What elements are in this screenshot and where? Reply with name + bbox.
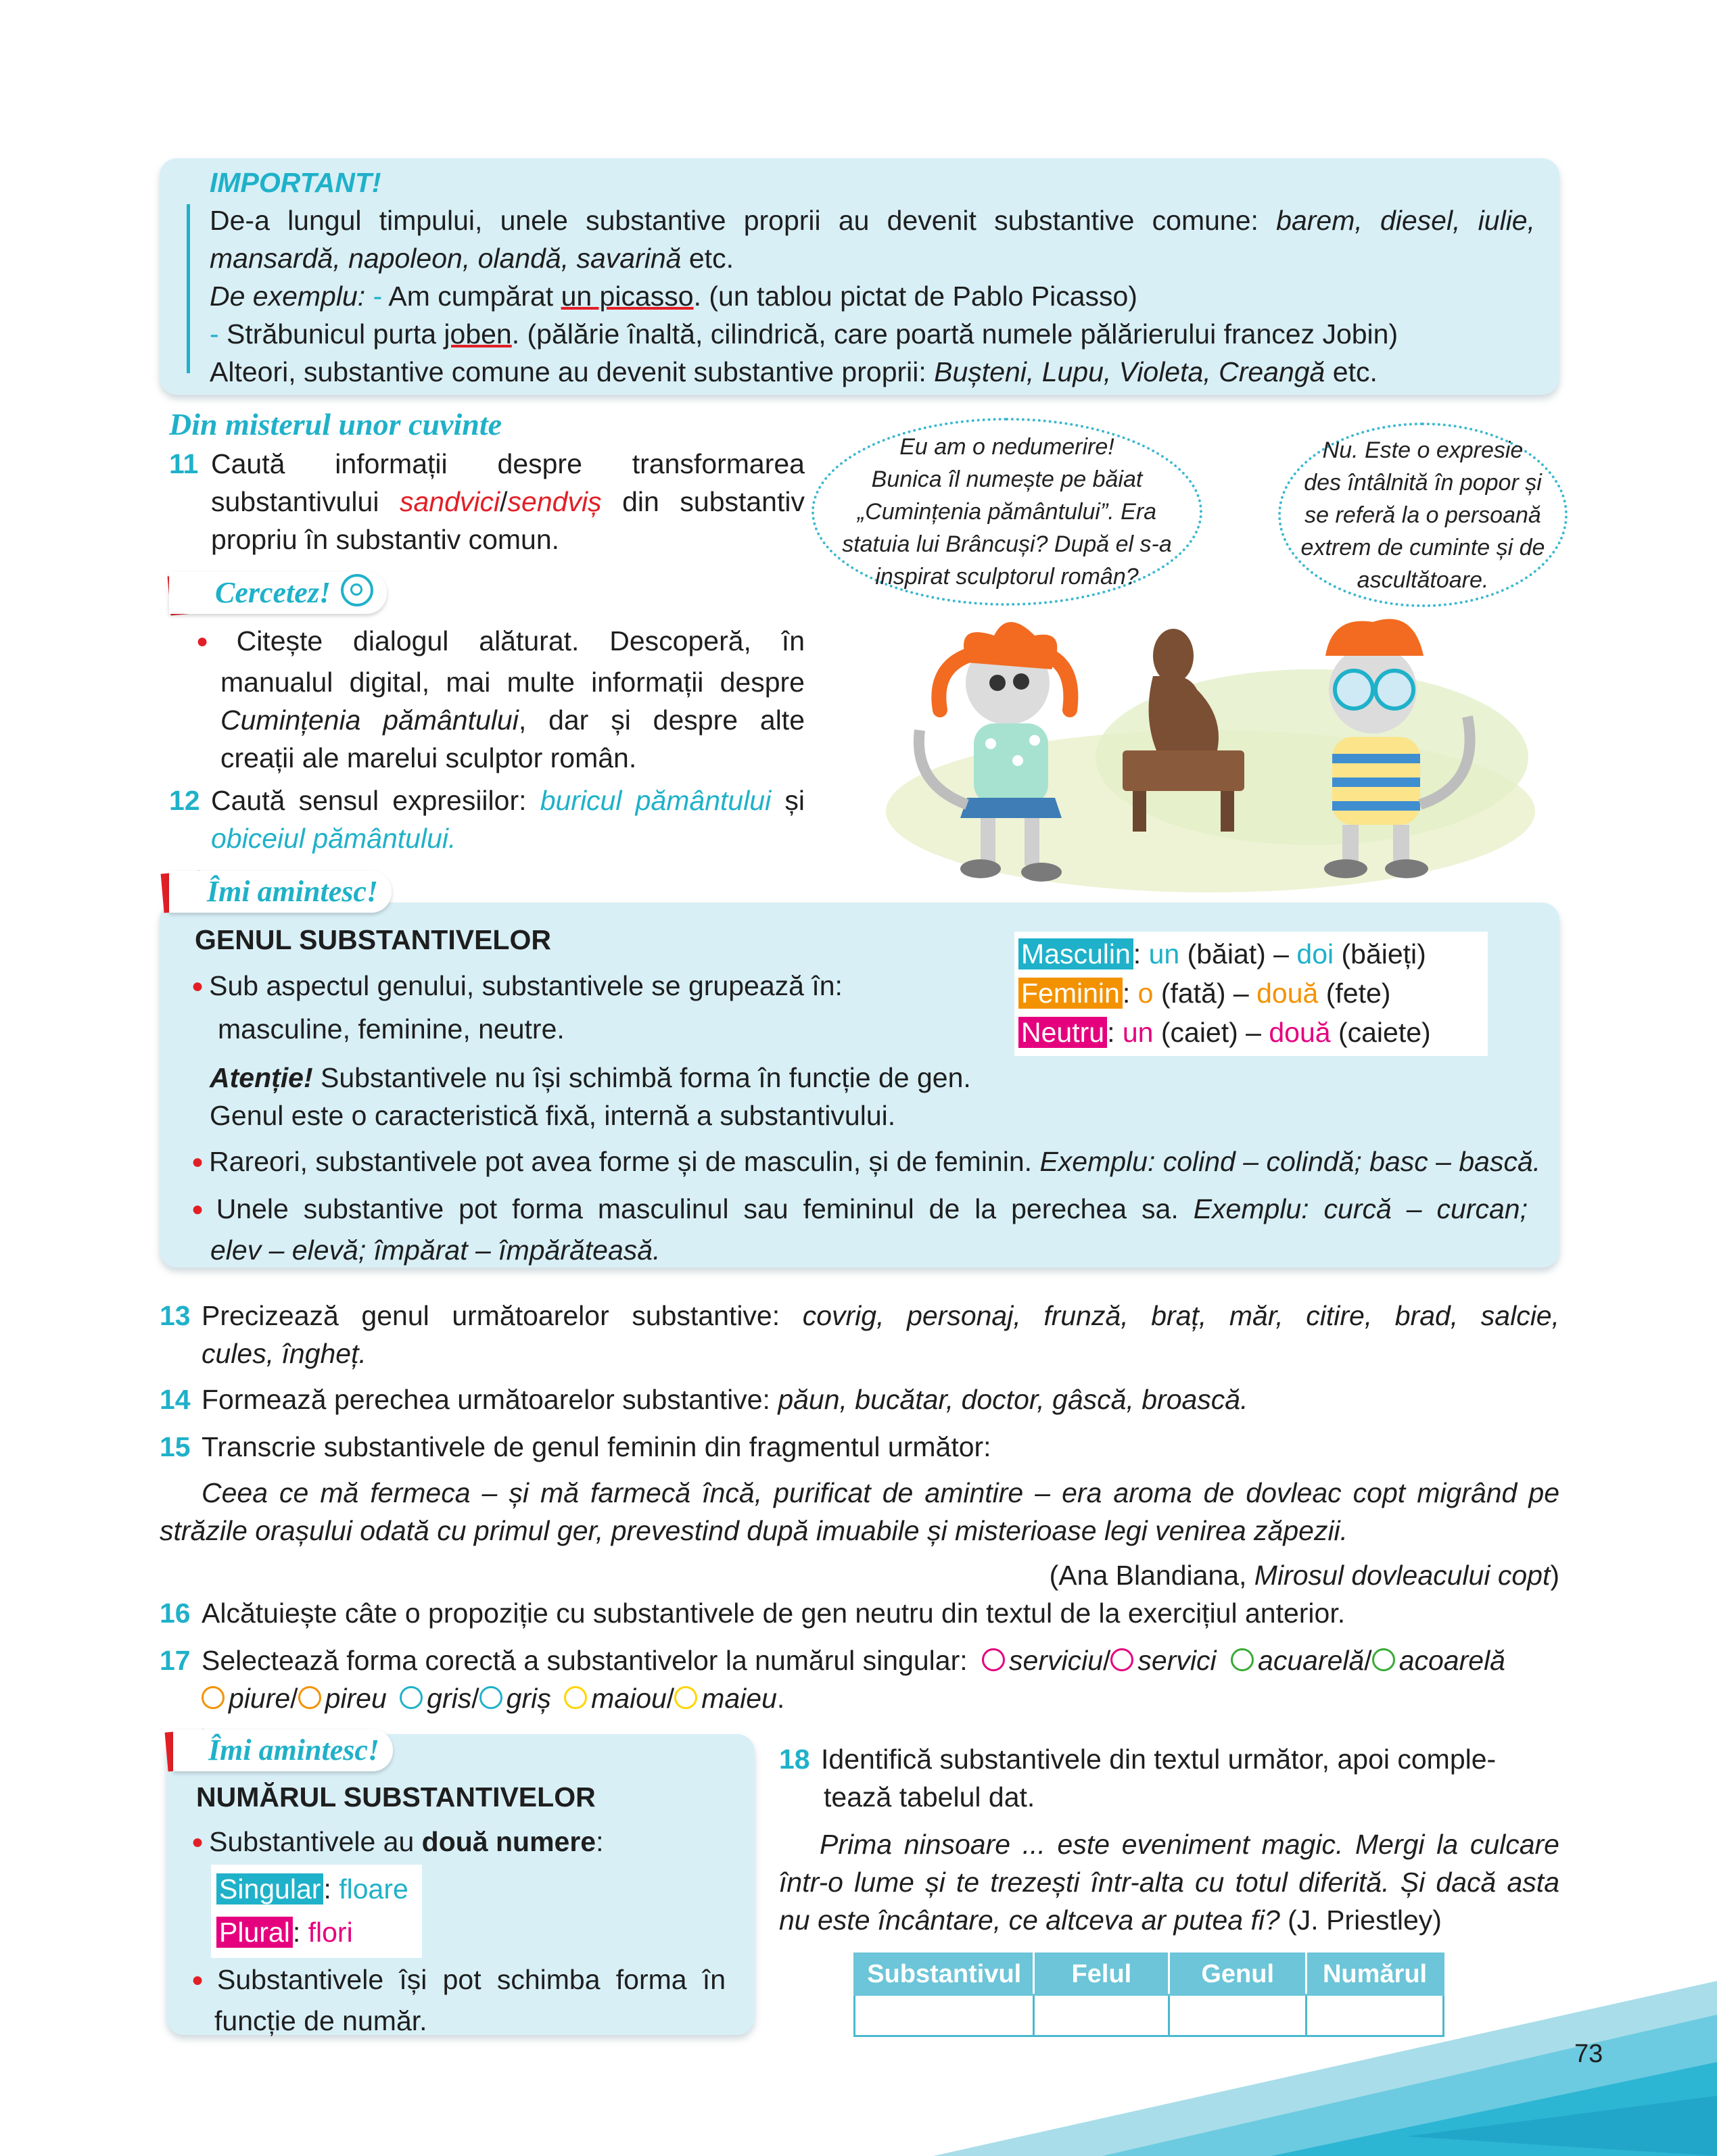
gender-legend <box>1014 932 1488 1056</box>
table-cell[interactable] <box>1034 1995 1169 2036</box>
option-circle[interactable] <box>1110 1648 1133 1671</box>
exercise-13: 13 Precizează genul următoarelor substantive: covrig, personaj, frunză, braț, măr, citire, brad, salcie, <box>160 1300 1560 1331</box>
number-bullet-1: ● Substantivele au două numere: <box>191 1823 604 1864</box>
important-example2: - Străbunicul purta joben. (pălărie înaltă, cilindrică, care poartă numele pălărierului francez Jobin) <box>210 318 1398 350</box>
speech-bubble-boy: Nu. Este o expresie des întâlnită în popor și se referă la o persoană extrem de cuminte și de ascultătoare. <box>1278 423 1568 607</box>
table-cell[interactable] <box>855 1995 1034 2036</box>
important-line5: Alteori, substantive comune au devenit substantive proprii: Bușteni, Lupu, Violeta, Creangă etc. <box>210 356 1378 387</box>
option-circle[interactable] <box>982 1648 1005 1671</box>
gender-bullet-1: ● Sub aspectul genului, substantivele se grupează în: <box>191 967 843 1008</box>
exercise-18: 18 Identifică substantivele din textul următor, apoi comple- tează tabelul dat. Prima ninsoare ... este eveniment magic. Mergi la culcare într-o lume și te trezești într-alta cu totul diferită. Și dacă asta nu este încântare, ce altceva ar putea fi? (J. Priestley) <box>779 1744 1559 1936</box>
option-circle[interactable] <box>479 1686 502 1709</box>
substantive-table <box>853 1953 1444 2037</box>
number-bullet-2: ● Substantivele își pot schimba forma în funcție de număr. <box>191 1961 726 2040</box>
important-line1: De-a lungul timpului, unele substantive proprii au devenit substantive comune: barem, diesel, iulie, <box>210 205 1535 236</box>
gender-row-masculin: Masculin: un (băiat) – doi (băieți) <box>1018 934 1484 974</box>
exercise-number: 11 <box>169 448 199 479</box>
option-circle[interactable] <box>564 1686 587 1709</box>
table-row <box>855 1995 1444 2036</box>
quote-blandiana-2: străzile orașului odată cu primul ger, prevestind după imuabile și misterioase legi venirea zăpezii. <box>160 1515 1348 1546</box>
important-box <box>160 158 1559 395</box>
important-title: IMPORTANT! <box>210 167 381 198</box>
important-line2: mansardă, napoleon, olandă, savarină etc. <box>210 243 734 274</box>
option-circle[interactable] <box>674 1686 697 1709</box>
misterul-title: Din misterul unor cuvinte <box>169 407 502 441</box>
number-legend: Singular: floare Plural: flori <box>211 1865 422 1958</box>
page-number: 73 <box>1574 2040 1603 2068</box>
exercises-13-17: 13 Precizează genul următoarelor substantive: covrig, personaj, frunză, braț, măr, citire, brad, salcie, cules, îngheț. 14 Formează perechea următoarelor substantive: păun, bucătar, doctor, gâscă, broască. 15 Transcrie substantivele de genul feminin din fragmentul următor: Ceea ce mă fermeca – și mă farmecă încă, purificat de amintire – era aroma de dovleac copt migrând pe străzile orașului odată cu primul ger, prevestind după imuabile și misterioase legi venirea zăpezii. (Ana Blandiana, Mirosul dovleacului copt) 16 Alcătuiește câte o propoziție cu substantivele de gen neutru din textul de la exercițiul anterior. 17 Selectează forma corectă a substantivelor la numărul singular: serviciu/ servici acuarelă/ acoarelă piure/ pireu gris/ griș maiou/ maieu. <box>160 1297 1559 1717</box>
table-cell[interactable] <box>1307 1995 1444 2036</box>
option-circle[interactable] <box>202 1686 225 1709</box>
number-heading: NUMĂRUL SUBSTANTIVELOR <box>196 1781 596 1813</box>
option-circle[interactable] <box>1372 1648 1395 1671</box>
quote-blandiana-1: Ceea ce mă fermeca – și mă farmecă încă, purificat de amintire – era aroma de dovleac copt migrând pe <box>202 1477 1559 1508</box>
option-circle[interactable] <box>1231 1648 1254 1671</box>
quote-source: (Ana Blandiana, Mirosul dovleacului copt) <box>1049 1560 1559 1591</box>
gender-row-feminin: Feminin: o (fată) – două (fete) <box>1018 974 1484 1013</box>
table-cell[interactable] <box>1169 1995 1307 2036</box>
gender-heading: GENUL SUBSTANTIVELOR <box>195 924 551 955</box>
table-header: Felul <box>1034 1954 1169 1995</box>
imi-amintesc-tag-2: Îmi amintesc! <box>173 1729 393 1771</box>
speech-bubble-girl: Eu am o nedumerire! Bunica îl numește pe băiat „Cumințenia pământului”. Era statuia lui Brâncuși? După el s-a inspirat sculptorul român? <box>812 418 1202 606</box>
exercise-17: 17 Selectează forma corectă a substantivelor la numărul singular: serviciu/ servici acuarelă/ acoarelă <box>160 1645 1505 1676</box>
table-header-row <box>855 1954 1444 1995</box>
table-header: Genul <box>1169 1954 1307 1995</box>
exercise-17-cont: piure/ pireu gris/ griș maiou/ maieu. <box>160 1679 1559 1717</box>
table-header: Numărul <box>1307 1954 1444 1995</box>
gender-attention: Atenție! Substantivele nu își schimbă forma în funcție de gen. Genul este o caracteristică fixă, internă a substantivului. <box>210 1062 971 1131</box>
option-circle[interactable] <box>298 1686 321 1709</box>
gender-bullet-3: ● Unele substantive pot forma masculinul sau femininul de la perechea sa. Exemplu: curcă – curcan; elev – elevă; împărat – împărăteasă. <box>191 1190 1528 1269</box>
exercise-12: 12 Caută sensul expresiilor: buricul pământului și obiceiul pământului. <box>169 785 805 854</box>
table-header: Substantivul <box>855 1954 1034 1995</box>
exercise-15: 15 Transcrie substantivele de genul feminin din fragmentul următor: <box>160 1431 991 1462</box>
important-example1: De exemplu: - Am cumpărat un picasso. (un tablou pictat de Pablo Picasso) <box>210 281 1137 312</box>
option-circle[interactable] <box>400 1686 423 1709</box>
cercetez-text: ● Citește dialogul alăturat. Descoperă, în manualul digital, mai multe informații despre Cumințenia pământului, dar și despre alte creații ale marelui sculptor român. <box>196 622 805 777</box>
cercetez-tag: Cercetez! <box>169 572 387 614</box>
gender-row-neutru: Neutru: un (caiet) – două (caiete) <box>1018 1013 1484 1052</box>
gender-bullet-1-cont: masculine, feminine, neutre. <box>218 1013 565 1045</box>
exercise-16: 16 Alcătuiește câte o propoziție cu substantivele de gen neutru din textul de la exercițiul anterior. <box>160 1598 1346 1629</box>
exercise-11: 11 Caută informații despre transformarea substantivului sandvici/sendviș din substantiv propriu în substantiv comun. <box>169 445 805 558</box>
gender-bullet-2: ● Rareori, substantivele pot avea forme și de masculin, și de feminin. Exemplu: colind – colindă; basc – bască. <box>191 1143 1540 1184</box>
exercise-14: 14 Formează perechea următoarelor substantive: păun, bucătar, doctor, gâscă, broască. <box>160 1384 1248 1415</box>
cartoon-illustration <box>872 581 1549 899</box>
imi-amintesc-tag-1: Îmi amintesc! <box>169 871 392 913</box>
target-icon <box>341 574 373 606</box>
important-bar <box>187 204 190 373</box>
